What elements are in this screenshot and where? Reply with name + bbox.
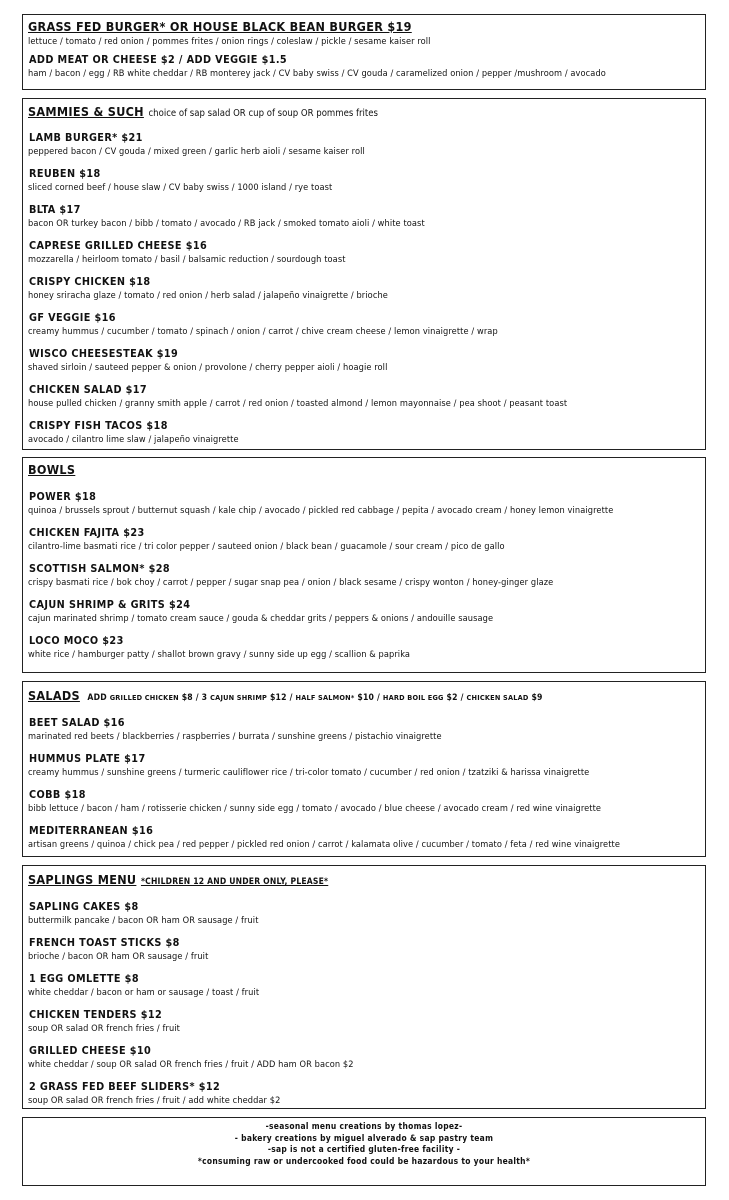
item-desc: house pulled chicken / granny smith apple / carrot / red onion / toasted almond / lemon mayonnaise / pea shoot / peasant toast: [28, 398, 568, 409]
item-name: BEET SALAD $16: [29, 716, 125, 729]
item-name: COBB $18: [29, 788, 86, 801]
bowls-title: BOWLS: [28, 462, 76, 477]
item-desc: bacon OR turkey bacon / bibb / tomato / avocado / RB jack / smoked tomato aioli / white toast: [28, 218, 425, 229]
item-name: 2 GRASS FED BEEF SLIDERS* $12: [29, 1080, 221, 1093]
item-name: SAPLING CAKES $8: [29, 900, 139, 913]
item-desc: crispy basmati rice / bok choy / carrot / pepper / sugar snap pea / onion / black sesame / crispy wonton / honey-ginger glaze: [28, 577, 554, 588]
salads-title: SALADS: [28, 688, 80, 703]
item-name: HUMMUS PLATE $17: [29, 752, 146, 765]
footer-line: - bakery creations by miguel alverado & sap pastry team: [234, 1132, 494, 1143]
item-desc: soup OR salad OR french fries / fruit / add white cheddar $2: [28, 1095, 281, 1106]
item-desc: artisan greens / quinoa / chick pea / red pepper / pickled red onion / carrot / kalamata olive / cucumber / tomato / feta / red wine vinaigrette: [28, 839, 621, 850]
sammies-section: [22, 98, 706, 450]
saplings-section: [22, 865, 706, 1109]
footer-line: *consuming raw or undercooked food could be hazardous to your health*: [197, 1155, 531, 1166]
menu-item: [28, 311, 700, 338]
item-desc: creamy hummus / cucumber / tomato / spinach / onion / carrot / chive cream cheese / lemon vinaigrette / wrap: [28, 326, 498, 337]
item-desc: quinoa / brussels sprout / butternut squash / kale chip / avocado / pickled red cabbage / pepita / avocado cream / honey lemon vinaigrette: [28, 505, 614, 516]
menu-item: [28, 900, 700, 927]
menu-item: [28, 634, 700, 661]
saplings-note: *CHILDREN 12 AND UNDER ONLY, PLEASE*: [140, 877, 329, 887]
salads-addons: ADD GRILLED CHICKEN $8 / 3 CAJUN SHRIMP $12 / HALF SALMON* $10 / HARD BOIL EGG $2 / CHICKEN SALAD $9: [87, 693, 543, 703]
menu-item: [28, 1044, 700, 1071]
item-desc: buttermilk pancake / bacon OR ham OR sausage / fruit: [28, 915, 259, 926]
burger-title: GRASS FED BURGER* OR HOUSE BLACK BEAN BURGER $19: [28, 19, 412, 34]
menu-item: [28, 526, 700, 553]
sammies-title: SAMMIES & SUCH: [28, 104, 144, 119]
sammies-note: choice of sap salad OR cup of soup OR pommes frites: [148, 108, 378, 119]
menu-item: [28, 752, 700, 779]
salads-section: [22, 681, 706, 857]
item-name: CRISPY FISH TACOS $18: [29, 419, 168, 432]
footer-line: -seasonal menu creations by thomas lopez-: [265, 1121, 463, 1131]
item-desc: mozzarella / heirloom tomato / basil / balsamic reduction / sourdough toast: [28, 254, 346, 265]
burger-desc: lettuce / tomato / red onion / pommes frites / onion rings / coleslaw / pickle / sesame kaiser roll: [28, 36, 431, 47]
item-name: LOCO MOCO $23: [29, 634, 124, 647]
menu-item: [28, 598, 700, 625]
menu-item: [28, 490, 700, 517]
item-desc: honey sriracha glaze / tomato / red onion / herb salad / jalapeño vinaigrette / brioche: [28, 290, 388, 301]
item-name: MEDITERRANEAN $16: [29, 824, 154, 837]
bowls-section: [22, 457, 706, 673]
burger-addon-desc: ham / bacon / egg / RB white cheddar / RB monterey jack / CV baby swiss / CV gouda / caramelized onion / pepper /mushroom / avocado: [28, 68, 606, 79]
burger-addon-title: ADD MEAT OR CHEESE $2 / ADD VEGGIE $1.5: [29, 53, 288, 66]
saplings-title: SAPLINGS MENU: [28, 872, 137, 887]
item-desc: avocado / cilantro lime slaw / jalapeño vinaigrette: [28, 434, 239, 445]
menu-item: [28, 1080, 700, 1107]
item-name: CHICKEN SALAD $17: [29, 383, 148, 396]
menu-item: [28, 824, 700, 851]
menu-item: [28, 419, 700, 446]
item-name: GRILLED CHEESE $10: [29, 1044, 152, 1057]
menu-item: [28, 383, 700, 410]
item-name: CAJUN SHRIMP & GRITS $24: [29, 598, 191, 611]
menu-item: [28, 203, 700, 230]
menu-item: [28, 131, 700, 158]
menu-item: [28, 347, 700, 374]
item-name: LAMB BURGER* $21: [29, 131, 143, 144]
item-name: BLTA $17: [29, 203, 81, 216]
item-desc: peppered bacon / CV gouda / mixed green / garlic herb aioli / sesame kaiser roll: [28, 146, 365, 157]
item-desc: sliced corned beef / house slaw / CV baby swiss / 1000 island / rye toast: [28, 182, 333, 193]
item-name: CHICKEN FAJITA $23: [29, 526, 145, 539]
menu-item: [28, 788, 700, 815]
item-desc: soup OR salad OR french fries / fruit: [28, 1023, 181, 1034]
item-name: 1 EGG OMLETTE $8: [29, 972, 139, 985]
item-desc: marinated red beets / blackberries / raspberries / burrata / sunshine greens / pistachio vinaigrette: [28, 731, 442, 742]
item-desc: brioche / bacon OR ham OR sausage / fruit: [28, 951, 209, 962]
item-name: CHICKEN TENDERS $12: [29, 1008, 163, 1021]
menu-item: [28, 716, 700, 743]
item-desc: cajun marinated shrimp / tomato cream sauce / gouda & cheddar grits / peppers & onions / andouille sausage: [28, 613, 494, 624]
item-name: REUBEN $18: [29, 167, 101, 180]
item-name: POWER $18: [29, 490, 97, 503]
menu-item: [28, 562, 700, 589]
item-name: WISCO CHEESESTEAK $19: [29, 347, 179, 360]
item-desc: bibb lettuce / bacon / ham / rotisserie chicken / sunny side egg / tomato / avocado / blue cheese / avocado cream / red wine vinaigrette: [28, 803, 602, 814]
menu-item: [28, 936, 700, 963]
item-desc: white cheddar / bacon or ham or sausage / toast / fruit: [28, 987, 260, 998]
menu-item: [28, 1008, 700, 1035]
item-desc: shaved sirloin / sauteed pepper & onion / provolone / cherry pepper aioli / hoagie roll: [28, 362, 388, 373]
menu-item: [28, 239, 700, 266]
footer-section: [22, 1117, 706, 1186]
menu-item: [28, 972, 700, 999]
item-desc: white rice / hamburger patty / shallot brown gravy / sunny side up egg / scallion & paprika: [28, 649, 411, 660]
item-desc: white cheddar / soup OR salad OR french fries / fruit / ADD ham OR bacon $2: [28, 1059, 354, 1070]
footer-line: -sap is not a certified gluten-free facility -: [267, 1144, 461, 1154]
item-name: FRENCH TOAST STICKS $8: [29, 936, 180, 949]
item-name: CAPRESE GRILLED CHEESE $16: [29, 239, 208, 252]
item-name: GF VEGGIE $16: [29, 311, 116, 324]
item-desc: creamy hummus / sunshine greens / turmeric cauliflower rice / tri-color tomato / cucumber / red onion / tzatziki & harissa vinaigrette: [28, 767, 590, 778]
menu-item: [28, 275, 700, 302]
item-name: CRISPY CHICKEN $18: [29, 275, 151, 288]
item-desc: cilantro-lime basmati rice / tri color pepper / sauteed onion / black bean / guacamole / sour cream / pico de gallo: [28, 541, 505, 552]
item-name: SCOTTISH SALMON* $28: [29, 562, 171, 575]
menu-item: [28, 167, 700, 194]
burger-section: [22, 14, 706, 90]
